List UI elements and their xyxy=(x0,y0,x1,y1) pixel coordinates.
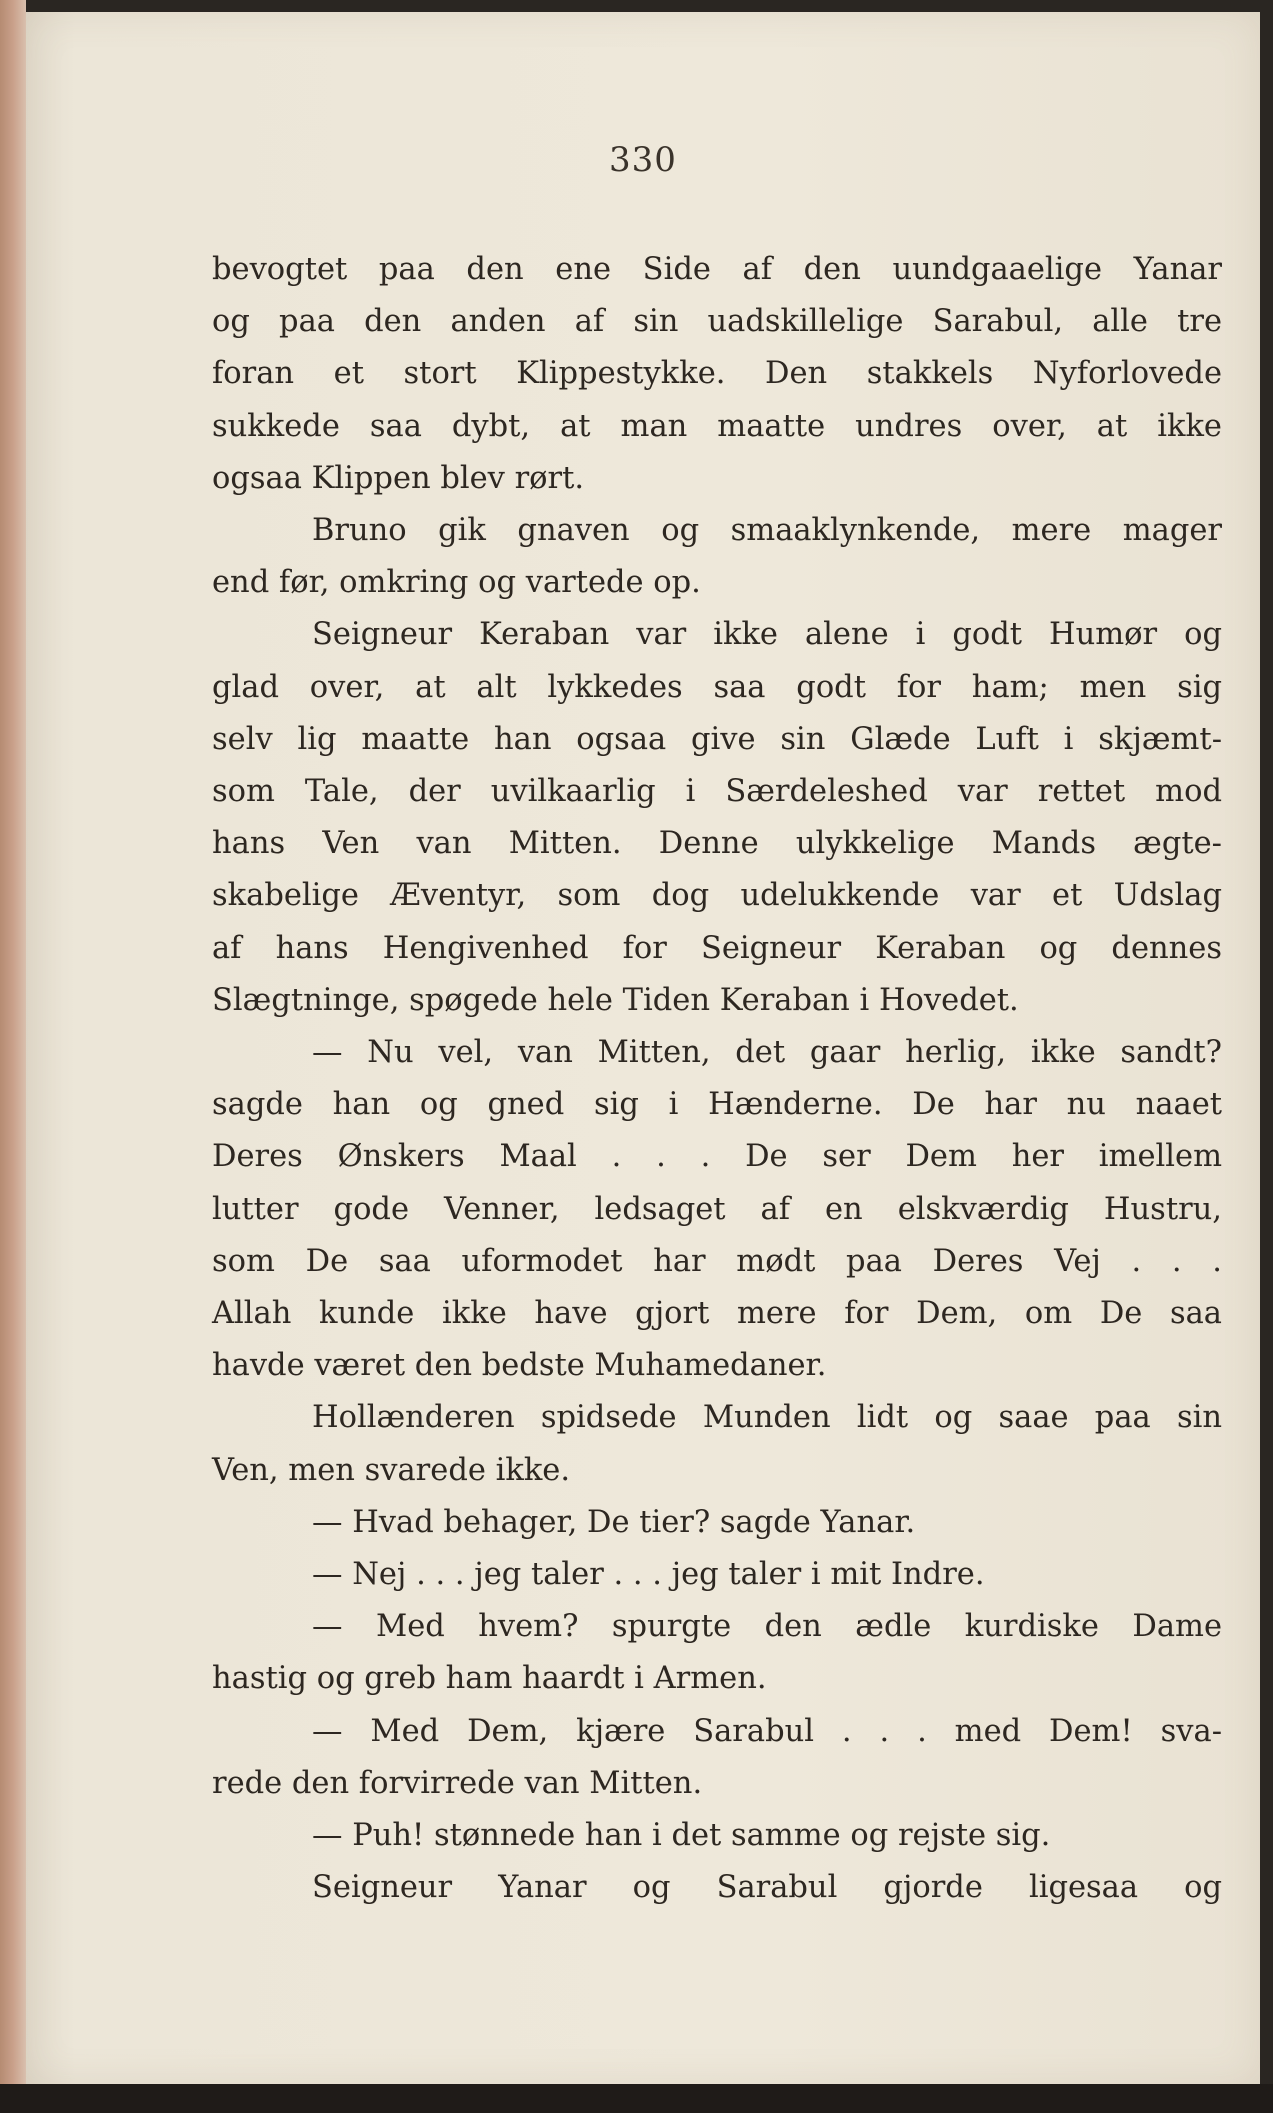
text-line: selv lig maatte han ogsaa give sin Glæde Luft i skjæmt- xyxy=(212,721,1222,757)
text-line: og paa den anden af sin uadskillelige Sarabul, alle tre xyxy=(212,304,1222,340)
text-line: bevogtet paa den ene Side af den uundgaaelige Yanar xyxy=(212,252,1222,287)
page-number: 330 xyxy=(609,140,677,180)
text-line: Slægtninge, spøgede hele Tiden Keraban i Hovedet. xyxy=(212,982,1019,1018)
text-line: Seigneur Yanar og Sarabul gjorde ligesaa og xyxy=(312,1870,1222,1906)
text-line: ogsaa Klippen blev rørt. xyxy=(212,460,585,496)
text-line: rede den forvirrede van Mitten. xyxy=(212,1765,703,1801)
text-line: — Med Dem, kjære Sarabul . . . med Dem! sva- xyxy=(312,1713,1222,1749)
text-line: sukkede saa dybt, at man maatte undres over, at ikke xyxy=(212,408,1222,444)
text-line: Bruno gik gnaven og smaaklynkende, mere mager xyxy=(312,513,1222,549)
text-line: som Tale, der uvilkaarlig i Særdeleshed var rettet mod xyxy=(212,774,1222,810)
page-edge-bottom xyxy=(0,2084,1273,2113)
text-line: Hollænderen spidsede Munden lidt og saae paa sin xyxy=(312,1400,1222,1436)
text-line: end før, omkring og vartede op. xyxy=(212,565,701,601)
text-line: hastig og greb ham haardt i Armen. xyxy=(212,1661,767,1697)
body-text xyxy=(212,244,1222,1915)
text-line: glad over, at alt lykkedes saa godt for ham; men sig xyxy=(212,669,1222,705)
text-line: lutter gode Venner, ledsaget af en elskværdig Hustru, xyxy=(212,1191,1222,1227)
text-line: — Nu vel, van Mitten, det gaar herlig, ikke sandt? xyxy=(312,1035,1222,1071)
text-line: sagde han og gned sig i Hænderne. De har nu naaet xyxy=(212,1087,1222,1123)
text-line: af hans Hengivenhed for Seigneur Keraban og dennes xyxy=(212,930,1222,966)
text-line: havde været den bedste Muhamedaner. xyxy=(212,1348,827,1384)
text-line: Ven, men svarede ikke. xyxy=(212,1452,571,1488)
text-line: skabelige Æventyr, som dog udelukkende var et Udslag xyxy=(212,878,1222,914)
text-line: hans Ven van Mitten. Denne ulykkelige Mands ægte- xyxy=(212,826,1222,862)
text-line: foran et stort Klippestykke. Den stakkels Nyforlovede xyxy=(212,356,1222,392)
text-line: Deres Ønskers Maal . . . De ser Dem her imellem xyxy=(212,1139,1222,1175)
text-line: som De saa uformodet har mødt paa Deres Vej . . . xyxy=(212,1243,1222,1279)
text-line: Allah kunde ikke have gjort mere for Dem, om De saa xyxy=(212,1296,1222,1332)
text-line: Seigneur Keraban var ikke alene i godt Humør og xyxy=(312,617,1222,653)
text-line: — Nej . . . jeg taler . . . jeg taler i mit Indre. xyxy=(312,1557,985,1593)
page-edge-left xyxy=(0,0,26,2113)
text-line: — Puh! stønnede han i det samme og rejste sig. xyxy=(312,1818,1051,1854)
book-page xyxy=(26,12,1260,2084)
text-line: — Med hvem? spurgte den ædle kurdiske Dame xyxy=(312,1609,1222,1645)
text-line: — Hvad behager, De tier? sagde Yanar. xyxy=(312,1504,916,1540)
